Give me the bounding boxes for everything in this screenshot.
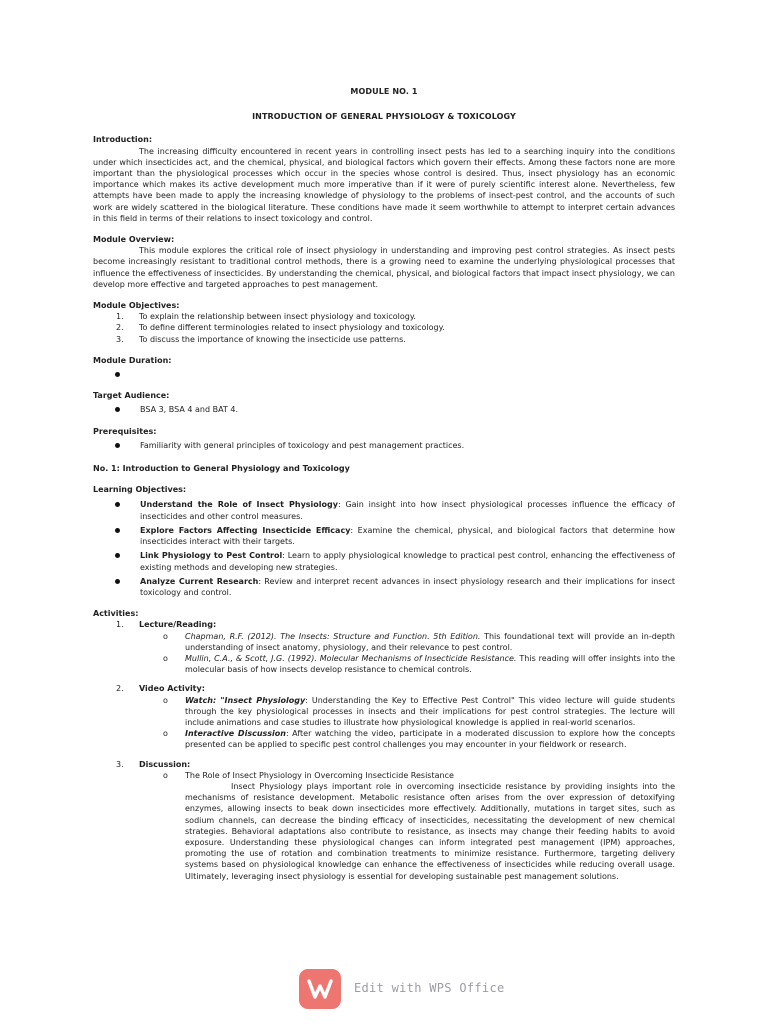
lesson-title: No. 1: Introduction to General Physiology and Toxicology	[93, 464, 350, 474]
learning-objective-lead: Analyze Current Research	[140, 576, 259, 586]
video-discussion-item	[139, 728, 675, 750]
learning-objective-text: : Review and interpret recent advances in insect physiology research and their implications for insect toxicology and control.	[140, 576, 675, 597]
prerequisites-section	[93, 426, 675, 451]
objective-number: 1.	[116, 312, 124, 322]
circle-bullet-icon: o	[163, 653, 168, 663]
learning-objective-text: : Learn to apply physiological knowledge to practical pest control, enhancing the effectiveness of existing methods and developing new strategies.	[140, 551, 675, 572]
learning-objective-text: : Gain insight into how insect physiological processes influence the efficacy of insecticides and other control measures.	[140, 500, 675, 521]
learning-objective-item	[114, 499, 675, 521]
objective-text: To define different terminologies related to insect physiology and toxicology.	[139, 323, 445, 333]
discussion-items	[139, 770, 675, 882]
duration-item	[114, 369, 675, 380]
discussion-body	[185, 781, 675, 882]
reference-item	[139, 653, 675, 675]
wps-logo-icon[interactable]	[299, 969, 341, 1009]
wps-w-glyph-icon	[307, 978, 333, 1000]
audience-section	[93, 390, 675, 415]
introduction-text: The increasing difficulty encountered in recent years in controlling insect pests has led to a searching inquiry into the conditions under which insecticides act, and the chemical, physical, and biological factors which govern their effects. Among these factors none are more important than the physiological processes which occur in the species whose control is desired. Thus, insect physiology has an economic importance which makes its active development much more imperative than if it were of purely scientific interest alone. Nevertheless, few attempts have been made to apply the increasing knowledge of physiology to the problems of insect-pest control, and the accounts of such work are widely scattered in the biological literature. These conditions have made it seem worthwhile to attempt to interpret certain advances in this field in terms of their relations to insect toxicology and control.	[93, 146, 675, 223]
learning-objectives-list	[93, 499, 675, 598]
video-discussion-label: Interactive Discussion	[185, 729, 286, 739]
objectives-list	[93, 311, 675, 345]
activity-number: 2.	[116, 684, 124, 694]
objective-number: 3.	[116, 334, 124, 344]
reference-item	[139, 631, 675, 653]
activities-section	[93, 608, 675, 882]
circle-bullet-icon: o	[163, 770, 168, 780]
learning-objectives-heading: Learning Objectives:	[93, 485, 187, 495]
activities-heading: Activities:	[93, 609, 139, 619]
reference-description: This reading will offer insights into the molecular basis of how insects develop resistance to chemical controls.	[185, 653, 676, 675]
wps-footer[interactable]	[299, 969, 505, 1009]
objectives-section	[93, 300, 675, 345]
duration-section	[93, 355, 675, 380]
module-number: MODULE NO. 1	[350, 87, 418, 96]
reference-description: This foundational text will provide an in-depth understanding of insect anatomy, physiology, and their relevance to pest control.	[185, 631, 675, 652]
objective-item	[93, 311, 675, 322]
prerequisite-item: Familiarity with general principles of toxicology and pest management practices.	[114, 440, 675, 451]
activity-title: Discussion:	[139, 759, 191, 769]
objective-item	[93, 322, 675, 333]
activity-discussion	[93, 759, 675, 882]
prerequisites-heading: Prerequisites:	[93, 426, 157, 436]
discussion-item	[139, 770, 675, 882]
objectives-heading: Module Objectives:	[93, 301, 180, 311]
learning-objective-item	[114, 576, 675, 598]
video-watch-text: : Understanding the Key to Effective Pest Control" This video lecture will guide students through the key physiological processes in insects and their implications for pest control strategies. The lecture will include animations and case studies to illustrate how physiological knowledge is applied in real-world scenarios.	[185, 695, 675, 727]
activity-lecture	[93, 619, 675, 675]
audience-list	[93, 404, 675, 415]
learning-objective-lead: Explore Factors Affecting Insecticide Efficacy	[140, 525, 351, 535]
audience-item: BSA 3, BSA 4 and BAT 4.	[114, 404, 675, 415]
overview-section	[93, 234, 675, 290]
learning-objective-text: : Examine the chemical, physical, and biological factors that determine how insecticides interact with their targets.	[140, 525, 675, 547]
introduction-heading: Introduction:	[93, 135, 153, 145]
circle-bullet-icon: o	[163, 695, 168, 705]
prerequisites-list	[93, 440, 675, 451]
introduction-section	[93, 134, 675, 224]
video-watch-label: Watch: "Insect Physiology	[185, 695, 306, 705]
objective-number: 2.	[116, 323, 124, 333]
video-watch-item	[139, 695, 675, 729]
overview-text: This module explores the critical role of insect physiology in understanding and improving pest control strategies. As insect pests become increasingly resistant to traditional control methods, there is a growing need to examine the underlying physiological processes that influence the effectiveness of insecticides. By understanding the chemical, physical, and biological factors that impact insect physiology, we can develop more effective and targeted approaches to pest management.	[93, 246, 675, 289]
audience-heading: Target Audience:	[93, 391, 170, 401]
objective-text: To discuss the importance of knowing the insecticide use patterns.	[139, 334, 406, 344]
reference-citation: Chapman, R.F. (2012). The Insects: Structure and Function. 5th Edition.	[185, 631, 481, 641]
activity-title: Lecture/Reading:	[139, 620, 217, 630]
discussion-topic: The Role of Insect Physiology in Overcoming Insecticide Resistance	[185, 770, 454, 780]
learning-objective-lead: Understand the Role of Insect Physiology	[140, 500, 338, 510]
learning-objectives-section	[93, 484, 675, 598]
video-items	[139, 695, 675, 751]
activities-list	[93, 619, 675, 881]
circle-bullet-icon: o	[163, 631, 168, 641]
document-page	[93, 86, 675, 890]
wps-edit-label[interactable]: Edit with WPS Office	[354, 981, 505, 996]
activity-number: 1.	[116, 620, 124, 630]
activity-title: Video Activity:	[139, 684, 205, 694]
duration-list	[93, 369, 675, 380]
video-discussion-text: : After watching the video, participate in a moderated discussion to explore how the concepts presented can be applied to specific pest control challenges you may encounter in your fieldwork or research.	[185, 729, 675, 750]
learning-objective-item	[114, 525, 675, 547]
activity-video	[93, 683, 675, 750]
overview-heading: Module Overview:	[93, 235, 175, 245]
duration-heading: Module Duration:	[93, 355, 172, 365]
lecture-references	[139, 631, 675, 676]
objective-text: To explain the relationship between insect physiology and toxicology.	[139, 312, 416, 322]
reference-citation: Mullin, C.A., & Scott, J.G. (1992). Molecular Mechanisms of Insecticide Resistance.	[185, 653, 517, 663]
circle-bullet-icon: o	[163, 729, 168, 739]
module-title: INTRODUCTION OF GENERAL PHYSIOLOGY & TOXICOLOGY	[252, 112, 516, 122]
learning-objective-lead: Link Physiology to Pest Control	[140, 551, 283, 561]
activity-number: 3.	[116, 759, 124, 769]
objective-item	[93, 334, 675, 345]
discussion-text: Insect Physiology plays important role in overcoming insecticide resistance by providing insights into the mechanisms of resistance development. Metabolic resistance often arises from the over expression of detoxifying enzymes, allowing insects to beak down insecticides more effectively. Additionally, mutations in target sites, such as sodium channels, can decrease the binding efficacy of insecticides, necessitating the development of new chemical strategies. Behavioral adaptations also contribute to resistance, as insects may change their feeding habits to avoid exposure. Understanding these physiological changes can inform integrated pest management (IPM) approaches, promoting the use of rotation and combination treatments to minimize resistance. Furthermore, targeting delivery systems based on physiological knowledge can enhance the effectiveness of insecticides while reducing overall usage. Ultimately, leveraging insect physiology is essential for developing sustainable pest management solutions.	[185, 781, 675, 881]
learning-objective-item	[114, 550, 675, 572]
